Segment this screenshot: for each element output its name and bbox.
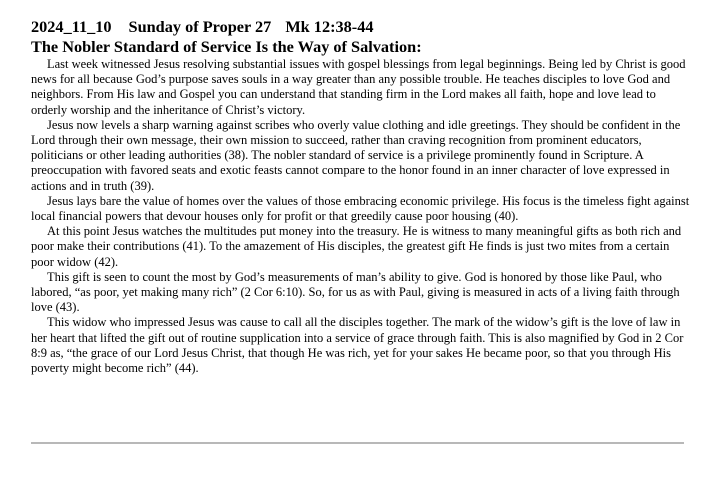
paragraph: Jesus lays bare the value of homes over the values of those embracing economic privilege. His focus is the timeless fight against local financial powers that devour houses only for profit or that greedily cause poor housing (40). [31,193,690,224]
bottom-divider [31,442,684,444]
date-label: 2024_11_10 [31,17,112,36]
sermon-body [31,57,691,376]
reading-reference: Mk 12:38-44 [285,17,374,36]
paragraph: This gift is seen to count the most by God’s measurements of man’s ability to give. God is honored by those like Paul, who labored, “as poor, yet making many rich” (2 Cor 6:10). So, for us as with Paul, giving is measured in acts of a living faith through love (43). [31,269,680,315]
header-line [31,17,691,37]
paragraph: This widow who impressed Jesus was cause to call all the disciples together. The mark of the widow’s gift is the love of law in her heart that lifted the gift out of routine supplication into a service of grace through faith. This is also magnified by God in 2 Cor 8:9 as, “the grace of our Lord Jesus Christ, that though He was rich, yet for your sakes He became poor, so that you through His poverty might become rich” (44). [31,315,684,376]
paragraph: Last week witnessed Jesus resolving substantial issues with gospel blessings from legal beginnings. Being led by Christ is good news for all because God’s purpose saves souls in a way greater than any possible trouble. He teaches disciples to love God and neighbors. From His law and Gospel you can understand that standing firm in the Lord makes all faith, hope and love lead to orderly worship and the inheritance of Christ’s victory. [31,57,686,117]
document-header [31,17,691,56]
occasion-label: Sunday of Proper 27 [128,17,272,36]
paragraph: Jesus now levels a sharp warning against scribes who overly value clothing and idle greetings. They should be confident in the Lord through their own message, their own mission to succeed, rather than craving recognition from prominent educators, politicians or other leading authorities (38). The nobler standard of service is a privilege prominently found in Scripture. A preoccupation with favored seats and exotic feasts cannot compare to the honor found in an inner character of love expressed in actions and in truth (39). [31,117,681,193]
sermon-title: The Nobler Standard of Service Is the Way of Salvation: [31,36,422,56]
paragraph: At this point Jesus watches the multitudes put money into the treasury. He is witness to many meaningful gifts as both rich and poor make their contributions (41). To the amazement of His disciples, the greatest gift He finds is just two mites from a certain poor widow (42). [31,224,682,269]
